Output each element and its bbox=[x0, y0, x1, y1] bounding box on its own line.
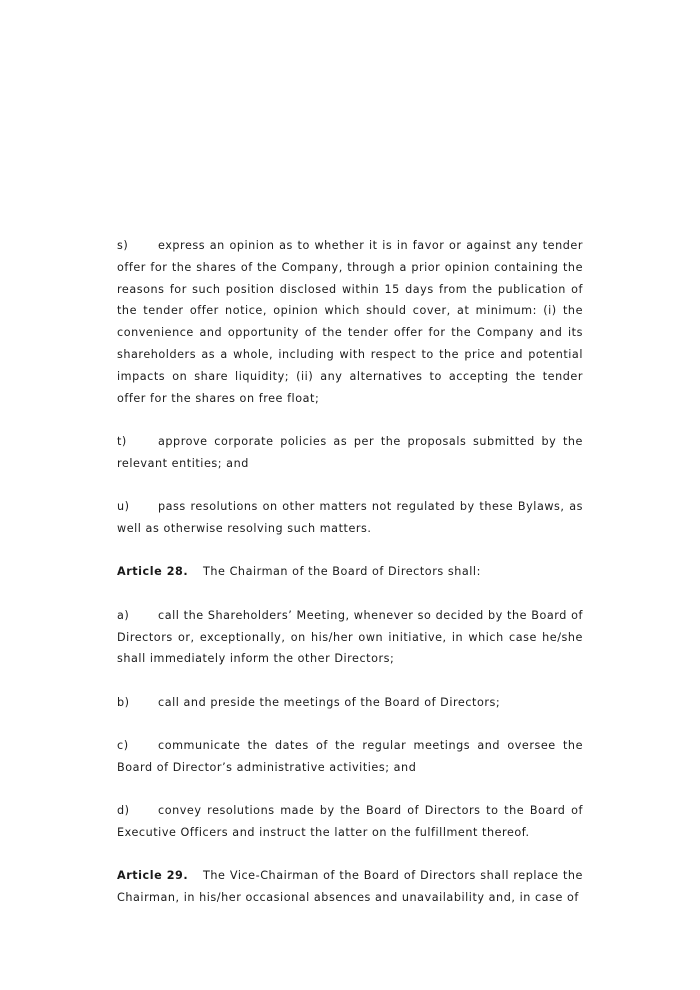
clause-label: u) bbox=[117, 500, 130, 514]
clause-label: c) bbox=[117, 739, 129, 753]
clause-s bbox=[117, 235, 583, 409]
article-29 bbox=[117, 865, 583, 909]
clause-t bbox=[117, 431, 583, 475]
clause-a bbox=[117, 605, 583, 670]
clause-label: a) bbox=[117, 608, 130, 622]
article-text: The Chairman of the Board of Directors shall: bbox=[203, 565, 481, 579]
clause-b bbox=[117, 692, 583, 714]
article-label: Article 28. bbox=[117, 565, 189, 579]
article-label: Article 29. bbox=[117, 869, 189, 883]
clause-label: s) bbox=[117, 239, 129, 252]
clause-text: express an opinion as to whether it is in favor or against any tender offer for the shares of the Company, through a prior opinion containing the reasons for such position disclosed within 15 days from the publication of the tender offer notice, opinion which should cover, at minimum: (i) the convenience and opportunity of the tender offer for the Company and its shareholders as a whole, including with respect to the price and potential impacts on share liquidity; (ii) any alternatives to accepting the tender offer for the shares on free float; bbox=[117, 239, 583, 405]
clause-text: pass resolutions on other matters not regulated by these Bylaws, as well as otherwise resolving such matters. bbox=[117, 500, 583, 535]
clause-c bbox=[117, 735, 583, 779]
clause-text: call the Shareholders’ Meeting, whenever so decided by the Board of Directors or, exceptionally, on his/her own initiative, in which case he/she shall immediately inform the other Directors; bbox=[117, 608, 583, 666]
bylaws-text bbox=[117, 235, 583, 909]
article-28 bbox=[117, 561, 583, 583]
clause-text: approve corporate policies as per the proposals submitted by the relevant entities; and bbox=[117, 434, 583, 470]
clause-label: t) bbox=[117, 434, 127, 448]
clause-text: call and preside the meetings of the Board of Directors; bbox=[158, 695, 501, 709]
article-text: The Vice-Chairman of the Board of Directors shall replace the Chairman, in his/her occasional absences and unavailability and, in case of bbox=[117, 869, 583, 905]
clause-label: b) bbox=[117, 695, 130, 709]
clause-d bbox=[117, 800, 583, 844]
clause-text: convey resolutions made by the Board of Directors to the Board of Executive Officers and instruct the latter on the fulfillment thereof. bbox=[117, 804, 583, 840]
clause-label: d) bbox=[117, 804, 130, 818]
clause-text: communicate the dates of the regular meetings and oversee the Board of Director’s administrative activities; and bbox=[117, 739, 583, 774]
clause-u bbox=[117, 496, 583, 540]
